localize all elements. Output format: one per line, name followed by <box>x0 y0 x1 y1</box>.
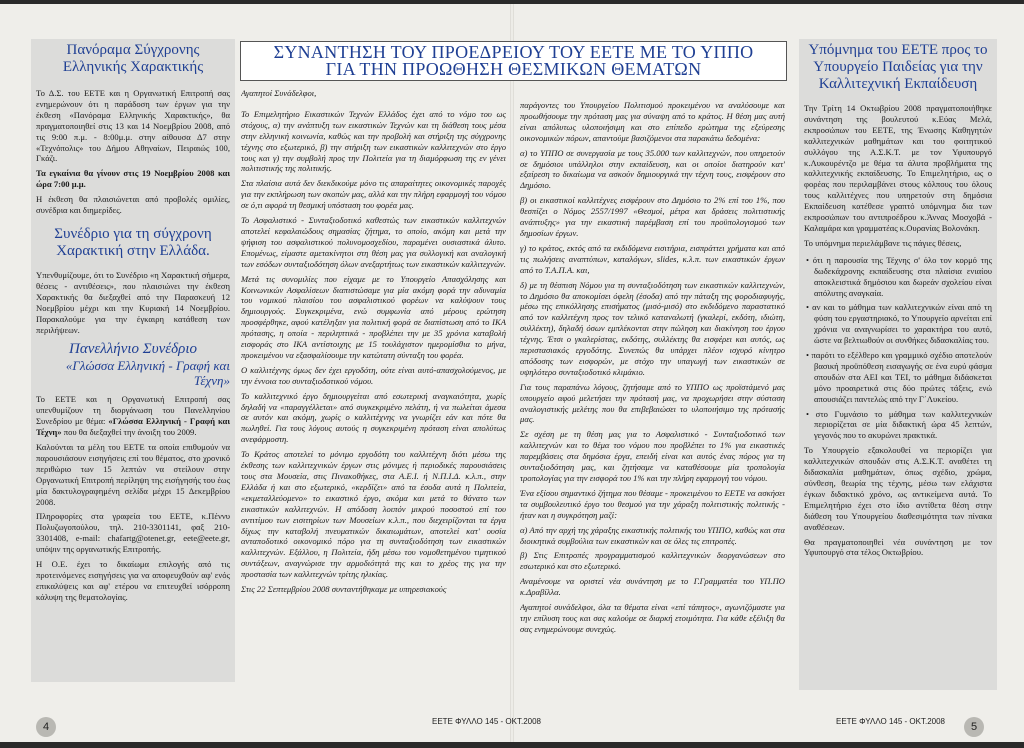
sidebar-paragraph: Υπενθυμίζουμε, ότι το Συνέδριο «η Χαρακτική σήμερα, θέσεις - αντιθέσεις», που πλαισιώνει την έκθεση Χαρακτικής θα διεξαχθεί από την Παρασκευή 12 Νοεμβρίου μέχρι και την Κυριακή 14 Νοεμβρίου. Παρακαλούμε για την έγκαιρη κατάθεση των περιλήψεων. <box>36 269 230 335</box>
sidebar-subheading: «Γλώσσα Ελληνική - Γραφή και Τέχνη» <box>65 358 230 389</box>
article-paragraph: γ) το κράτος, εκτός από τα εκδιδόμενα εισιτήρια, εισπράττει χρήματα και από τις πωλήσεις αναπτύπων, καταλόγων, slides, κ.λ.π. των εικαστικών έργων από το Τ.Α.Π.Α. και, <box>520 242 785 275</box>
page-gutter <box>510 4 514 742</box>
right-sidebar <box>799 39 997 690</box>
article-paragraph: Στα πλαίσια αυτά δεν διεκδικούμε μόνο τις απαραίτητες οικονομικές παροχές για την εκπλήρωση των σκοπών μας, αλλά και την πλήρη εφαρμογή του νόμου σε ό,τι αφορά τη θεσμική υπόσταση του φορέα μας. <box>241 178 506 211</box>
sidebar-paragraph: Η έκθεση θα πλαισιώνεται από προβολές ομιλίες, συνέδρια και διημερίδες. <box>36 194 230 216</box>
sidebar-paragraph-bold: Τα εγκαίνια θα γίνουν στις 19 Νοεμβρίου 2008 και ώρα 7:00 μ.μ. <box>36 168 230 190</box>
article-paragraph: β) Στις Επιτροπές προγραμματισμού καλλιτεχνικών διοργανώσεων στο εσωτερικό και στο εξωτερικό. <box>520 550 785 572</box>
article-paragraph: Το Κράτος αποτελεί το μόνιμο εργοδότη του καλλιτέχνη διότι μέσω της έκθεσης των καλλιτεχνικών έργων στις μόνιμες ή περιοδικές παρουσιάσεις τους στα Μουσεία, στις Πινακοθήκες, στα Α.Ε.Ι. ή Ν.Π.Ι.Δ. κ.λ.π., στην Ελλάδα ή και στο εξωτερικό, «κερδίζει» από τα έσοδα αυτά η Πολιτεία, «εκμεταλλεύομενο» το εικαστικό έργο, ακόμα και μετά το θάνατο των εικαστικών καλλιτεχνών. Η απόδοση λοιπόν μικρού ποσοστού επί του αντιτίμου των εισιτηρίων των Μουσείων κ.λ.π., που διεχειρίζονται τα έργα δίχως την καταβολή πνευματικών δικαιωμάτων, αποτελεί κατ' ουσία ανταποδοτικό οικονομικό πόρο για τη συνταξιοδότηση των εικαστικών καλλιτεχνών. Εξάλλου, η Πολιτεία, ήδη μέσω του νομοθετημένου τιμητικού συντάξεων, αναγνώρισε την αρμοδιότητά της και το χρέος της για την προστασία των καλλιτεχνών τρίτης ηλικίας. <box>241 449 506 580</box>
article-paragraph: Μετά τις συνομιλίες που είχαμε με το Υπουργείο Απασχόλησης και Κοινωνικών Ασφαλίσεων διαπιστώσαμε για μία ακόμη φορά την αδυναμία του νομικού πλαισίου του ασφαλιστικού φορέων να καλύψουν τους δημιουργούς. Συγκεκριμένα, ενώ συμφωνία από μέρους ερώτηση προσφέρθηκε, αφού κατέληξαν για πολιτική φορά σε διαπίστωση από το ΙΚΑ πρότασης, η οποία - περιληπτικά - προβλέπει την με 35 χρόνια καταβολή εισφοράς στο ΙΚΑ αντίστοιχης με 15 τουλάχιστον ημερομίσθια το μήνα, προκειμένου να εξασφαλίσουμε την κατώτατη σύνταξη του φορέα. <box>241 273 506 360</box>
bullet-item: • αν και το μάθημα των καλλιτεχνικών είναι από τη φύση του εργαστηριακό, το Υπουργείο αρνείται επί χρόνια να αναγνωρίσει το χαρακτήρα του αυτό, ώστε να βελτιωθούν οι συνθήκες διδασκαλίας του. <box>806 302 992 346</box>
sidebar-paragraph: Πληροφορίες στα γραφεία του ΕΕΤΕ, κ.Πέννυ Πολυζωγοπούλου, τηλ. 210-3301141, φαξ 210-3301408, e-mail: chafartg@otenet.gr, eete@eete.gr, υπόψιν της οργανωτικής Επιτροπής. <box>36 511 230 555</box>
bullet-item: • παρότι το εξέλθερο και γραμμικό σχέδιο αποτελούν βασική προϋπόθεση εισαγωγής σε ένα ευρύ φάσμα σπουδών στα ΑΕΙ και ΤΕΙ, το μάθημα διδάσκεται μόνο προαιρετικά στις δύο πρώτες τάξεις, ενώ απουσιάζει παντελώς από την Γ΄Λυκείου. <box>806 350 992 404</box>
article-paragraph: Για τους παραπάνω λόγους, ζητήσαμε από το ΥΠΠΟ ως προϊστάμενό μας υπουργείο αφού μελετήσει την πρότασή μας, να προχωρήσει στην σύσταση αναλογιστικής μελέτης που θα επιβεβαιώσει το υλοποιήσιμο της πρότασής μας. <box>520 381 785 425</box>
article-paragraph: Αγαπητοί συνάδελφοι, όλα τα θέματα είναι «επί τάπητος», αγωνιζόμαστε για την επίλυση τους και σας καλούμε σε διαρκή ετοιμότητα. Για κάθε εξέλιξη θα σας ενημερώνουμε συνεχώς. <box>520 602 785 634</box>
sidebar-paragraph: Την Τρίτη 14 Οκτωβρίου 2008 πραγματοποιήθηκε συνάντηση της βουλευτού κ.Εύας Μελά, εκπροσώπων του ΕΕΤΕ, της Ένωσης Καθηγητών καλλιτεχνικών μαθημάτων και του φοιτητικού συλλόγου της Α.Σ.Κ.Τ. με τον Υφυπουργό κ.Λυκουρέντζο με θέμα τα άλυτα προβλήματα της καλλιτεχνικής εκπαίδευσης. Το Επιμελητήριο, ως ο φορέας που περιλαμβάνει στους κόλπους του όλους τους καλλιτέχνες που υπηρετούν στη δημόσια Εκπαίδευση κατέθεσε γραπτό υπόμνημα δια των εκπροσώπων του αντιπροέδρου κ.Άννας Μοσχοβά - Καλαμάρα και γραμματέας κ.Ουρανίας Βολονάκη. <box>804 103 992 233</box>
sidebar-paragraph: Καλούνται τα μέλη του ΕΕΤΕ τα οποία επιθυμούν να παρουσιάσουν εισηγήσεις επί του θέματος, στο χρονικό περιθώριο των 15 λεπτών να στείλουν στην Οργανωτική Επιτροπή περίληψη της εισήγησής του έως μία δακτυλογραφημένη σελίδα μέχρι 15 Δεκεμβρίου 2008. <box>36 442 230 507</box>
sidebar-paragraph: Το Δ.Σ. του ΕΕΤΕ και η Οργανωτική Επιτροπή σας ενημερώνουν ότι η παράδοση των έργων για την έκθεση «Πανόραμα Ελληνικής Χαρακτικής», θα πραγματοποιηθεί στις 13 και 14 Νοεμβρίου 2008, από τις 9:00 π.μ. - 8:00μ.μ. στην αίθουσα Δ7 στην «Τεχνόπολις» του Δήμου Αθηναίων, Πειραιώς 100, Γκάζι. <box>36 88 230 164</box>
sidebar-paragraph: Το υπόμνημα περιελάμβανε τις πάγιες θέσεις, <box>804 237 962 248</box>
article-paragraph: Το Επιμελητήριο Εικαστικών Τεχνών Ελλάδος έχει από το νόμο του ως στόχους, α) την ανάπτυξη των εικαστικών Τεχνών και τη διάθεση τους μέσα στην ελληνική κοινωνία, καθώς και την προβολή και στήριξη της σύγχρονης τέχνης στο εξωτερικό, β) την στήριξη των εικαστικών καλλιτεχνών στο έργο τους και γ) την συμβολή προς την Πολιτεία για τη διαμόρφωση της εν γένει πολιτιστικής της πολιτικής. <box>241 108 506 174</box>
article-paragraph: Το καλλιτεχνικό έργο δημιουργείται από εσωτερική αναγκαιότητα, χωρίς δηλαδή να «παραγγέλλεται» από συγκεκριμένο πελάτη, ή να πωλείται άμεσα σε αυτόν και ακόμη, χωρίς ο καλλιτέχνης να γνωρίζει εάν και πότε θα πωληθεί. Για τους λόγους αυτούς η συγκεκριμένη πρόταση είναι απολύτως ανεφάρμοστη. <box>241 390 506 445</box>
bullet-item: • στο Γυμνάσιο το μάθημα των καλλιτεχνικών περιορίζεται σε μία διδακτική ώρα 45 λεπτών, γεγονός που το ακυρώνει πρακτικά. <box>806 408 992 441</box>
left-sidebar <box>31 39 235 682</box>
main-title: ΣΥΝΑΝΤΗΣΗ ΤΟΥ ΠΡΟΕΔΡΕΙΟΥ ΤΟΥ ΕΕΤΕ ΜΕ ΤΟ ΥΠΠΟ ΓΙΑ ΤΗΝ ΠΡΟΩΘΗΣΗ ΘΕΣΜΙΚΩΝ ΘΕΜΑΤΩΝ <box>273 42 754 79</box>
sidebar-paragraph: Το Υπουργείο εξακολουθεί να περιορίζει για καλλιτεχνικών σπουδών στις Α.Σ.Κ.Τ. αναθέτει τη διδασκαλία μαθημάτων, όπως σχέδιο, χρώμα, σύνθεση, θεωρία της τέχνης, μέσω των ελάχιστα έγκων διδακτικό χρόνο, ως αντικείμενα αυτά. Το Επιμελητήριο έχει στο ίδιο αντίθετα θέση στην διάθεση του Υπουργείου διαθεσιμότητα των πίνακα αναθέσεων. <box>804 445 992 532</box>
article-paragraph: Ένα εξίσου σημαντικό ζήτημα που θέσαμε - προκειμένου το ΕΕΤΕ να ασκήσει τα συμβουλευτικό έργο του θεσμού για την χάραξη πολιτιστικής πολιτικής - ήταν και η συγκρότηση μαζί: <box>520 487 785 520</box>
article-paragraph: Στις 22 Σεπτεμβρίου 2008 συνταντήθηκαμε με υπηρεσιακούς <box>241 584 447 595</box>
bullet-item: • ότι η παρουσία της Τέχνης σ' όλο τον κορμό της δωδεκάχρονης εκπαίδευσης στα πλαίσια ενιαίου αποκλειστικά δημόσιου και δωρεάν σχολείου είναι απόλυτης αναγκαία. <box>806 254 992 298</box>
article-paragraph: Αναμένουμε να οριστεί νέα συνάντηση με το Γ.Γραμματέα του ΥΠ.ΠΟ κ.Δραβίλλα. <box>520 576 785 598</box>
article-paragraph: α) Από την αρχή της χάραξης εικαστικής πολιτικής του ΥΠΠΟ, καθώς και στα διοικητικά συμβούλια των εικαστικών και σε όλες τις επιτροπές. <box>520 524 785 546</box>
article-paragraph: παράγοντες του Υπουργείου Πολιτισμού προκειμένου να αναλύσουμε και προωθήσουμε την πρόταση μας για σύναψη από το κράτος. Η θέση μας αυτή είναι απόλυτως υλοποιήσιμη και στο επίπεδο ερώτημα της εξεύρεσης οικονομικών πόρων, απαντούμε βασιζόμενοι στα παρακάτω δεδομένα: <box>520 100 785 143</box>
sidebar-heading-panorama: Πανόραμα Σύγχρονης Ελληνικής Χαρακτικής <box>62 42 204 75</box>
page-number-left: 4 <box>36 717 56 737</box>
main-article-col1 <box>241 88 506 708</box>
sidebar-heading-memorandum: Υπόμνημα του ΕΕΤΕ προς το Υπουργείο Παιδείας για την Καλλιτεχνική Εκπαίδευση <box>808 42 988 92</box>
article-paragraph: α) το ΥΠΠΟ σε συνεργασία με τους 35.000 των καλλιτεχνών, που υπηρετούν σε δημόσιοι υπάλληλοι στην εκπαίδευση, και οι οποίοι διατηρούν κατ' εξαίρεση το δικαίωμα να ασκούν δημιουργικά την τέχνη τους, εισφέρουν στο Δημόσιο. <box>520 147 785 191</box>
main-title-box <box>240 41 787 81</box>
sidebar-paragraph: Το ΕΕΤΕ και η Οργανωτική Επιτροπή σας υπενθυμίζουν τη διοργάνωση του Πανελληνίου Συνεδρίου με θέμα: «Γλώσσα Ελληνική - Γραφή και Τέχνη» που θα διεξαχθεί την άνοιξη του 2009. <box>36 394 231 438</box>
sidebar-paragraph: Η Ο.Ε. έχει το δικαίωμα επιλογής από τις προτεινόμενες εισηγήσεις για να αποφευχθούν αφ' ενός επικαλύψεις και αφ' ετέρου να επιτευχθεί ισόρροπη κάλυψη της θεματολογίας. <box>36 559 230 602</box>
footer-left: ΕΕΤΕ ΦΥΛΛΟ 145 - ΟΚΤ.2008 <box>432 717 541 726</box>
article-paragraph: δ) με τη θέσπιση Νόμου για τη συνταξιοδότηση των εικαστικών καλλιτεχνών, το Δημόσιο θα αποκομίσει όφελη (έσοδα) από την πάταξη της φοροδιαφυγής, μέσω της επικόλλησης επισήματος (μισό-μισό) στο εκδιδόμενο παραστατικό από τον καλλιτέχνη προς τον τελικό καταναλωτή (γκαλερί, εκδότη, ιδιώτη, συλλέκτη), δηλαδή όσων εμπλέκονται στην πώληση και διακίνηση του έργου τέχνης. Έτσι ο γκαλερίστας, εκδότης, συλλέκτης θα εισφέρει και αυτός, ως περιστασιακός εργοδότης. Συνεπώς θα υπάρχει πλέον ισχυρό κίνητρο απόδοσης των εισφορών, με στόχο την υπαγωγή των εικαστικών σε υψηλότερο συνταξιοδοτικό κλιμάκιο. <box>520 279 785 377</box>
page-number-right: 5 <box>964 717 984 737</box>
article-paragraph: Σε σχέση με τη θέση μας για το Ασφαλιστικό - Συνταξιοδοτικό των καλλιτεχνών και το θέμα του νόμου που προβλέπει το 1% για εικαστικές παρεμβάσεις στα δημόσια έργα, επειδή είναι και αυτός ένας πόρος για τη συνταξιοδότηση μας, και ζητήσαμε να καταθέσουμε μία τροπολογία τροπολογίας για την εισφορά του 1% και την πλήρη εφαρμογή του νόμου. <box>520 429 785 483</box>
main-article-col2 <box>520 100 785 708</box>
sidebar-paragraph: Θα πραγματοποιηθεί νέα συνάντηση με τον Υφυπουργό στα τέλος Οκτωβρίου. <box>804 536 992 558</box>
article-paragraph: Ο καλλιτέχνης όμως δεν έχει εργοδότη, ούτε είναι αυτό-απασχολούμενος, με την έννοια του συνταξιοδοτικού νόμου. <box>241 364 506 386</box>
sidebar-heading-panhellenic: Πανελλήνιο Συνέδριο <box>69 341 197 358</box>
article-paragraph: Το Ασφαλιστικό - Συνταξιοδοτικό καθεστώς των εικαστικών καλλιτεχνών αποτελεί κεφαλαιώδους σημασίας ζήτημα, το οποίο, ακόμη και μετά την ψήφιση του ασφαλιστικού πολυνομοσχεδίου, παραμένει ουσιαστικά άλυτο. Επομένως, είμαστε αμετακίνητοι στη θέση μας για συλλογική και αναλογική των εσόδων συνταξιοδότηση όλων ανεξαρτήτως των εικαστικών καλλιτεχνών. <box>241 215 506 269</box>
newsletter-spread <box>0 4 1024 742</box>
article-paragraph: Αγαπητοί Συνάδελφοι, <box>241 88 317 98</box>
footer-right: ΕΕΤΕ ΦΥΛΛΟ 145 - ΟΚΤ.2008 <box>836 717 945 726</box>
sidebar-heading-congress: Συνέδριο για τη σύγχρονη Χαρακτική στην Ελλάδα. <box>54 225 212 259</box>
article-paragraph: β) οι εικαστικοί καλλιτέχνες εισφέρουν στο Δημόσιο το 2% επί του 1%, που θεσπίζει ο Νόμος 2557/1997 «Θεσμοί, μέτρα και δράσεις πολιτιστικής ανάπτυξης» για την εικαστική παρέμβαση επί του προϋπολογισμού των δημοσίων έργων. <box>520 195 785 238</box>
